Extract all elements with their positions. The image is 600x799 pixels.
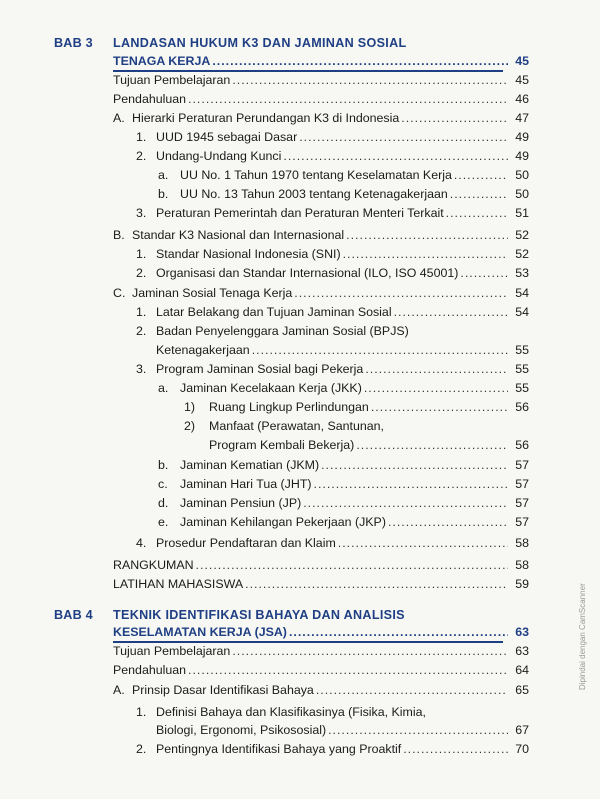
toc-entry[interactable] [209, 437, 529, 453]
entry-title: RANGKUMAN [113, 558, 194, 572]
toc-entry[interactable] [136, 535, 529, 551]
page-number: 49 [515, 149, 529, 163]
entry-title: Latar Belakang dan Tujuan Jaminan Sosial [156, 305, 392, 319]
entry-number: a. [158, 168, 169, 182]
page-number: 53 [515, 266, 529, 280]
entry-title: UU No. 13 Tahun 2003 tentang Ketenagakerjaan [180, 187, 448, 201]
toc-entry[interactable] [113, 110, 529, 126]
entry-title: Jaminan Kematian (JKM) [180, 458, 320, 472]
leader-dots [346, 227, 508, 243]
leader-dots [460, 265, 508, 281]
page-number: 57 [515, 458, 529, 472]
toc-entry[interactable] [184, 399, 529, 415]
page-number: 51 [515, 206, 529, 220]
toc-entry[interactable] [136, 741, 529, 757]
entry-number: B. [113, 228, 125, 242]
page-number: 64 [515, 663, 529, 677]
toc-entry[interactable] [113, 682, 529, 698]
entry-number: d. [158, 496, 169, 510]
page-number: 54 [515, 305, 529, 319]
page-number: 67 [515, 723, 529, 737]
page-number: 45 [515, 54, 529, 68]
entry-title: Biologi, Ergonomi, Psikososial) [156, 723, 327, 737]
entry-title: LATIHAN MAHASISWA [113, 577, 244, 591]
toc-entry[interactable] [158, 514, 529, 530]
leader-dots [252, 342, 508, 358]
page-number: 57 [515, 496, 529, 510]
page-number: 65 [515, 683, 529, 697]
page-number: 63 [515, 644, 529, 658]
leader-dots [303, 495, 508, 511]
page-number: 55 [515, 381, 529, 395]
entry-number: A. [113, 111, 125, 125]
bab3-label: BAB 3 [54, 36, 93, 50]
page-number: 47 [515, 111, 529, 125]
page-number: 46 [515, 92, 529, 106]
leader-dots [371, 399, 508, 415]
leader-dots [388, 514, 508, 530]
leader-dots [283, 148, 508, 164]
leader-dots [454, 167, 508, 183]
leader-dots [299, 129, 508, 145]
page-number: 50 [515, 168, 529, 182]
toc-entry[interactable] [158, 380, 529, 396]
leader-dots [188, 91, 508, 107]
bab3-title-line2: TENAGA KERJA [113, 54, 211, 68]
page-number: 54 [515, 286, 529, 300]
leader-dots [232, 643, 508, 659]
leader-dots [328, 722, 508, 738]
toc-entry[interactable] [184, 418, 529, 434]
toc-entry[interactable] [158, 457, 529, 473]
page-number: 70 [515, 742, 529, 756]
toc-entry[interactable] [113, 91, 529, 107]
bab3-title-row[interactable] [113, 53, 529, 69]
leader-dots [394, 304, 508, 320]
entry-title: Tujuan Pembelajaran [113, 644, 231, 658]
entry-title: UUD 1945 sebagai Dasar [156, 130, 298, 144]
entry-title: Program Kembali Bekerja) [209, 438, 355, 452]
entry-title: Badan Penyelenggara Jaminan Sosial (BPJS) [156, 324, 409, 338]
entry-title: Jaminan Hari Tua (JHT) [180, 477, 312, 491]
bab4-label: BAB 4 [54, 608, 93, 622]
entry-number: 2) [184, 419, 196, 433]
page-number: 56 [515, 400, 529, 414]
page-number: 49 [515, 130, 529, 144]
page-number: 55 [515, 343, 529, 357]
leader-dots [343, 246, 508, 262]
entry-number: 3. [136, 362, 147, 376]
toc-entry[interactable] [136, 361, 529, 377]
page-number: 52 [515, 247, 529, 261]
leader-dots [232, 72, 508, 88]
toc-entry[interactable] [113, 557, 529, 573]
entry-number: 2. [136, 324, 147, 338]
page-number: 50 [515, 187, 529, 201]
entry-number: a. [158, 381, 169, 395]
toc-entry[interactable] [113, 643, 529, 659]
toc-entry[interactable] [113, 72, 529, 88]
bab4-title-line2: KESELAMATAN KERJA (JSA) [113, 625, 287, 639]
leader-dots [403, 741, 508, 757]
leader-dots [316, 682, 508, 698]
entry-number: 2. [136, 149, 147, 163]
leader-dots [289, 624, 508, 640]
toc-entry[interactable] [136, 148, 529, 164]
entry-title: Tujuan Pembelajaran [113, 73, 231, 87]
page-number: 52 [515, 228, 529, 242]
entry-number: 4. [136, 536, 147, 550]
entry-title: Pendahuluan [113, 663, 187, 677]
entry-title: Program Jaminan Sosial bagi Pekerja [156, 362, 364, 376]
bab4-title-line1: TEKNIK IDENTIFIKASI BAHAYA DAN ANALISIS [113, 608, 405, 622]
entry-title: Jaminan Sosial Tenaga Kerja [132, 286, 293, 300]
entry-number: C. [113, 286, 126, 300]
entry-title: Hierarki Peraturan Perundangan K3 di Indonesia [132, 111, 400, 125]
scanner-watermark: Dipindai dengan CamScanner [578, 583, 587, 690]
toc-entry[interactable] [136, 704, 529, 720]
page-number: 45 [515, 73, 529, 87]
leader-dots [245, 576, 508, 592]
page-number: 57 [515, 477, 529, 491]
page-number: 63 [515, 625, 529, 639]
entry-number: 2. [136, 266, 147, 280]
toc-entry[interactable] [158, 186, 529, 202]
entry-title: Jaminan Pensiun (JP) [180, 496, 302, 510]
toc-entry[interactable] [136, 265, 529, 281]
leader-dots [450, 186, 508, 202]
page-number: 57 [515, 515, 529, 529]
entry-number: 3. [136, 206, 147, 220]
entry-title: Pentingnya Identifikasi Bahaya yang Proaktif [156, 742, 402, 756]
toc-entry[interactable] [136, 246, 529, 262]
toc-entry[interactable] [136, 129, 529, 145]
page-number: 56 [515, 438, 529, 452]
page-number: 59 [515, 577, 529, 591]
toc-entry[interactable] [136, 205, 529, 221]
entry-number: b. [158, 187, 169, 201]
entry-title: Prinsip Dasar Identifikasi Bahaya [132, 683, 314, 697]
entry-title: Jaminan Kecelakaan Kerja (JKK) [180, 381, 362, 395]
leader-dots [212, 53, 508, 69]
bab4-title-row[interactable] [113, 624, 529, 640]
bab3-title-line1: LANDASAN HUKUM K3 DAN JAMINAN SOSIAL [113, 36, 407, 50]
entry-number: 1. [136, 130, 147, 144]
entry-title: Definisi Bahaya dan Klasifikasinya (Fisika, Kimia, [156, 705, 426, 719]
entry-title: Manfaat (Perawatan, Santunan, [209, 419, 384, 433]
entry-number: 1. [136, 247, 147, 261]
toc-entry[interactable] [136, 304, 529, 320]
leader-dots [321, 457, 508, 473]
entry-title: Prosedur Pendaftaran dan Klaim [156, 536, 336, 550]
leader-dots [294, 285, 508, 301]
entry-title: Pendahuluan [113, 92, 187, 106]
entry-title: Ketenagakerjaan [156, 343, 250, 357]
toc-entry[interactable] [136, 323, 529, 339]
entry-number: b. [158, 458, 169, 472]
entry-title: Peraturan Pemerintah dan Peraturan Menteri Terkait [156, 206, 444, 220]
entry-number: 1. [136, 705, 147, 719]
entry-title: Ruang Lingkup Perlindungan [209, 400, 369, 414]
entry-title: UU No. 1 Tahun 1970 tentang Keselamatan Kerja [180, 168, 452, 182]
leader-dots [356, 437, 508, 453]
entry-title: Standar K3 Nasional dan Internasional [132, 228, 345, 242]
toc-entry[interactable] [113, 227, 529, 243]
entry-number: 2. [136, 742, 147, 756]
toc-entry[interactable] [156, 342, 529, 358]
toc-entry[interactable] [156, 722, 529, 738]
leader-dots [314, 476, 508, 492]
entry-title: Jaminan Kehilangan Pekerjaan (JKP) [180, 515, 386, 529]
entry-title: Organisasi dan Standar Internasional (ILO, ISO 45001) [156, 266, 459, 280]
leader-dots [446, 205, 508, 221]
entry-number: e. [158, 515, 169, 529]
page-number: 55 [515, 362, 529, 376]
leader-dots [365, 361, 508, 377]
leader-dots [401, 110, 508, 126]
leader-dots [364, 380, 508, 396]
toc-entry[interactable] [113, 662, 529, 678]
entry-number: 1. [136, 305, 147, 319]
toc-entry[interactable] [158, 495, 529, 511]
page-number: 58 [515, 558, 529, 572]
entry-title: Standar Nasional Indonesia (SNI) [156, 247, 341, 261]
page-number: 58 [515, 536, 529, 550]
toc-entry[interactable] [158, 167, 529, 183]
entry-number: 1) [184, 400, 196, 414]
toc-entry[interactable] [113, 576, 529, 592]
toc-entry[interactable] [113, 285, 529, 301]
entry-title: Undang-Undang Kunci [156, 149, 282, 163]
entry-number: A. [113, 683, 125, 697]
leader-dots [188, 662, 508, 678]
leader-dots [338, 535, 508, 551]
leader-dots [196, 557, 508, 573]
entry-number: c. [158, 477, 168, 491]
toc-entry[interactable] [158, 476, 529, 492]
